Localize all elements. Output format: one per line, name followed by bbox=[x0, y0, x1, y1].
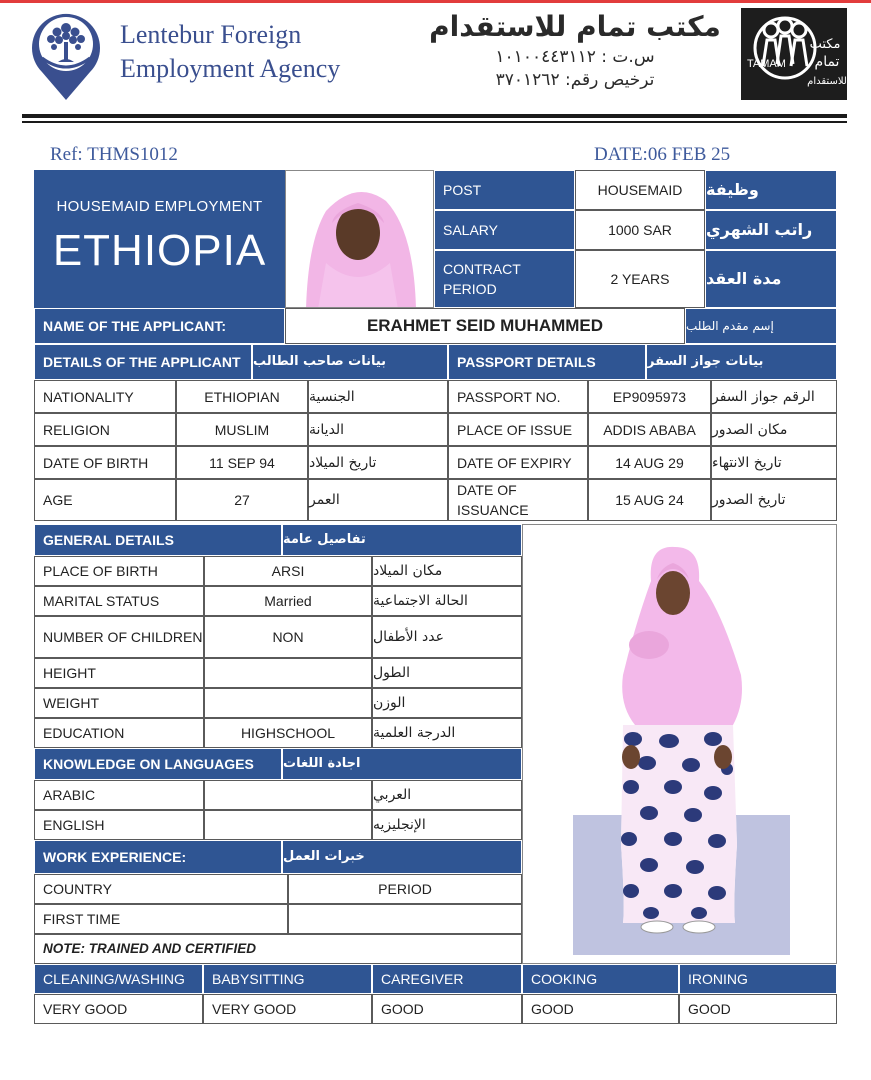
work-country-column-header: COUNTRY bbox=[34, 874, 288, 904]
applicant-name-label-arabic: إسم مقدم الطلب bbox=[685, 308, 837, 344]
age-label: AGE bbox=[34, 479, 176, 521]
post-label: POST bbox=[434, 170, 575, 210]
contract-period-label-arabic: مدة العقد bbox=[705, 250, 837, 308]
place-of-birth-label: PLACE OF BIRTH bbox=[34, 556, 204, 586]
passport-no-label-arabic: الرقم جواز السفر bbox=[711, 380, 837, 413]
skill-level-cooking: GOOD bbox=[522, 994, 679, 1024]
passport-no-value: EP9095973 bbox=[588, 380, 711, 413]
arabic-language-value bbox=[204, 780, 372, 810]
agency-name-line1: Lentebur Foreign bbox=[120, 20, 302, 49]
svg-text:تمام: تمام bbox=[814, 54, 840, 70]
skill-level-cleaning: VERY GOOD bbox=[34, 994, 203, 1024]
skill-level-ironing: GOOD bbox=[679, 994, 837, 1024]
skill-name-babysitting: BABYSITTING bbox=[203, 964, 372, 994]
english-language-label: ENGLISH bbox=[34, 810, 204, 840]
agency-name bbox=[120, 18, 400, 86]
work-period-value bbox=[288, 904, 522, 934]
weight-label-arabic: الوزن bbox=[372, 688, 522, 718]
tree-pin-logo-icon bbox=[28, 6, 104, 102]
applicant-photo-small bbox=[285, 170, 434, 308]
number-of-children-label: NUMBER OF CHILDREN bbox=[34, 616, 204, 658]
place-of-issue-label-arabic: مكان الصدور bbox=[711, 413, 837, 446]
religion-value: MUSLIM bbox=[176, 413, 308, 446]
skill-name-cleaning: CLEANING/WASHING bbox=[34, 964, 203, 994]
agency-name-line2: Employment Agency bbox=[120, 54, 341, 83]
contract-period-value: 2 YEARS bbox=[575, 250, 705, 308]
weight-label: WEIGHT bbox=[34, 688, 204, 718]
general-details-header: GENERAL DETAILS bbox=[34, 524, 282, 556]
date-of-issuance-label-arabic: تاريخ الصدور bbox=[711, 479, 837, 521]
hero-subtitle: HOUSEMAID EMPLOYMENT bbox=[56, 198, 263, 215]
work-period-column-header: PERIOD bbox=[288, 874, 522, 904]
nationality-value: ETHIOPIAN bbox=[176, 380, 308, 413]
general-details-header-arabic: تفاصيل عامة bbox=[282, 524, 522, 556]
note: NOTE: TRAINED AND CERTIFIED bbox=[34, 934, 522, 964]
date-of-expiry-label-arabic: تاريخ الانتهاء bbox=[711, 446, 837, 479]
marital-status-label: MARITAL STATUS bbox=[34, 586, 204, 616]
number-of-children-label-arabic: عدد الأطفال bbox=[372, 616, 522, 658]
post-label-arabic: وظيفة bbox=[705, 170, 837, 210]
salary-value: 1000 SAR bbox=[575, 210, 705, 250]
languages-header-arabic: اجادة اللغات bbox=[282, 748, 522, 780]
english-language-value bbox=[204, 810, 372, 840]
salary-label: SALARY bbox=[434, 210, 575, 250]
skill-level-babysitting: VERY GOOD bbox=[203, 994, 372, 1024]
date-of-issuance-label: DATE OF ISSUANCE bbox=[448, 479, 588, 521]
top-accent-line bbox=[0, 0, 871, 3]
header-divider-thin bbox=[22, 121, 847, 123]
work-country-value: FIRST TIME bbox=[34, 904, 288, 934]
tamam-logo-text: TAMAM bbox=[747, 58, 786, 70]
svg-text:مكتب: مكتب bbox=[809, 37, 841, 52]
nationality-label: NATIONALITY bbox=[34, 380, 176, 413]
arabic-office-name: مكتب تمام للاستقدام bbox=[429, 10, 721, 43]
education-label: EDUCATION bbox=[34, 718, 204, 748]
hero-banner bbox=[34, 170, 285, 308]
passport-details-header-arabic: بيانات جواز السفر bbox=[646, 344, 837, 380]
arabic-language-label-arabic: العربي bbox=[372, 780, 522, 810]
work-experience-header: WORK EXPERIENCE: bbox=[34, 840, 282, 874]
header-divider bbox=[22, 114, 847, 118]
arabic-language-label: ARABIC bbox=[34, 780, 204, 810]
work-experience-header-arabic: خبرات العمل bbox=[282, 840, 522, 874]
tamam-logo bbox=[741, 8, 847, 100]
place-of-birth-label-arabic: مكان الميلاد bbox=[372, 556, 522, 586]
applicant-full-body-photo bbox=[523, 525, 837, 964]
languages-header: KNOWLEDGE ON LANGUAGES bbox=[34, 748, 282, 780]
height-label: HEIGHT bbox=[34, 658, 204, 688]
reference-number: Ref: THMS1012 bbox=[50, 144, 178, 165]
height-value bbox=[204, 658, 372, 688]
arabic-license-number: ترخيص رقم: ٣٧٠١٢٦٢ bbox=[495, 70, 655, 90]
applicant-details-header: DETAILS OF THE APPLICANT bbox=[34, 344, 252, 380]
applicant-photo-full bbox=[522, 524, 837, 964]
date-of-expiry-value: 14 AUG 29 bbox=[588, 446, 711, 479]
place-of-issue-label: PLACE OF ISSUE bbox=[448, 413, 588, 446]
skill-level-caregiver: GOOD bbox=[372, 994, 522, 1024]
applicant-name-value: ERAHMET SEID MUHAMMED bbox=[285, 308, 685, 344]
passport-details-header: PASSPORT DETAILS bbox=[448, 344, 646, 380]
date-of-birth-value: 11 SEP 94 bbox=[176, 446, 308, 479]
hero-country: ETHIOPIA bbox=[52, 226, 267, 275]
marital-status-value: Married bbox=[204, 586, 372, 616]
skill-name-cooking: COOKING bbox=[522, 964, 679, 994]
weight-value bbox=[204, 688, 372, 718]
contract-period-label: CONTRACT PERIOD bbox=[434, 250, 575, 308]
svg-text:للاستقدام: للاستقدام bbox=[807, 76, 847, 87]
religion-label-arabic: الديانة bbox=[308, 413, 448, 446]
arabic-cr-number: س.ت : ١٠١٠٠٤٤٣١١٢ bbox=[495, 47, 655, 67]
place-of-birth-value: ARSI bbox=[204, 556, 372, 586]
education-label-arabic: الدرجة العلمية bbox=[372, 718, 522, 748]
education-value: HIGHSCHOOL bbox=[204, 718, 372, 748]
post-value: HOUSEMAID bbox=[575, 170, 705, 210]
age-value: 27 bbox=[176, 479, 308, 521]
tamam-people-icon bbox=[741, 8, 847, 100]
height-label-arabic: الطول bbox=[372, 658, 522, 688]
place-of-issue-value: ADDIS ABABA bbox=[588, 413, 711, 446]
skill-name-caregiver: CAREGIVER bbox=[372, 964, 522, 994]
religion-label: RELIGION bbox=[34, 413, 176, 446]
salary-label-arabic: راتب الشهري bbox=[705, 210, 837, 250]
marital-status-label-arabic: الحالة الاجتماعية bbox=[372, 586, 522, 616]
date-of-birth-label: DATE OF BIRTH bbox=[34, 446, 176, 479]
applicant-name-label: NAME OF THE APPLICANT: bbox=[34, 308, 285, 344]
applicant-portrait bbox=[286, 171, 434, 308]
english-language-label-arabic: الإنجليزيه bbox=[372, 810, 522, 840]
date-of-issuance-value: 15 AUG 24 bbox=[588, 479, 711, 521]
date-of-expiry-label: DATE OF EXPIRY bbox=[448, 446, 588, 479]
passport-no-label: PASSPORT NO. bbox=[448, 380, 588, 413]
arabic-office-header bbox=[420, 8, 730, 92]
skill-name-ironing: IRONING bbox=[679, 964, 837, 994]
nationality-label-arabic: الجنسية bbox=[308, 380, 448, 413]
age-label-arabic: العمر bbox=[308, 479, 448, 521]
number-of-children-value: NON bbox=[204, 616, 372, 658]
date-of-birth-label-arabic: تاريخ الميلاد bbox=[308, 446, 448, 479]
applicant-details-header-arabic: بيانات صاحب الطالب bbox=[252, 344, 448, 380]
document-date: DATE:06 FEB 25 bbox=[594, 144, 731, 165]
